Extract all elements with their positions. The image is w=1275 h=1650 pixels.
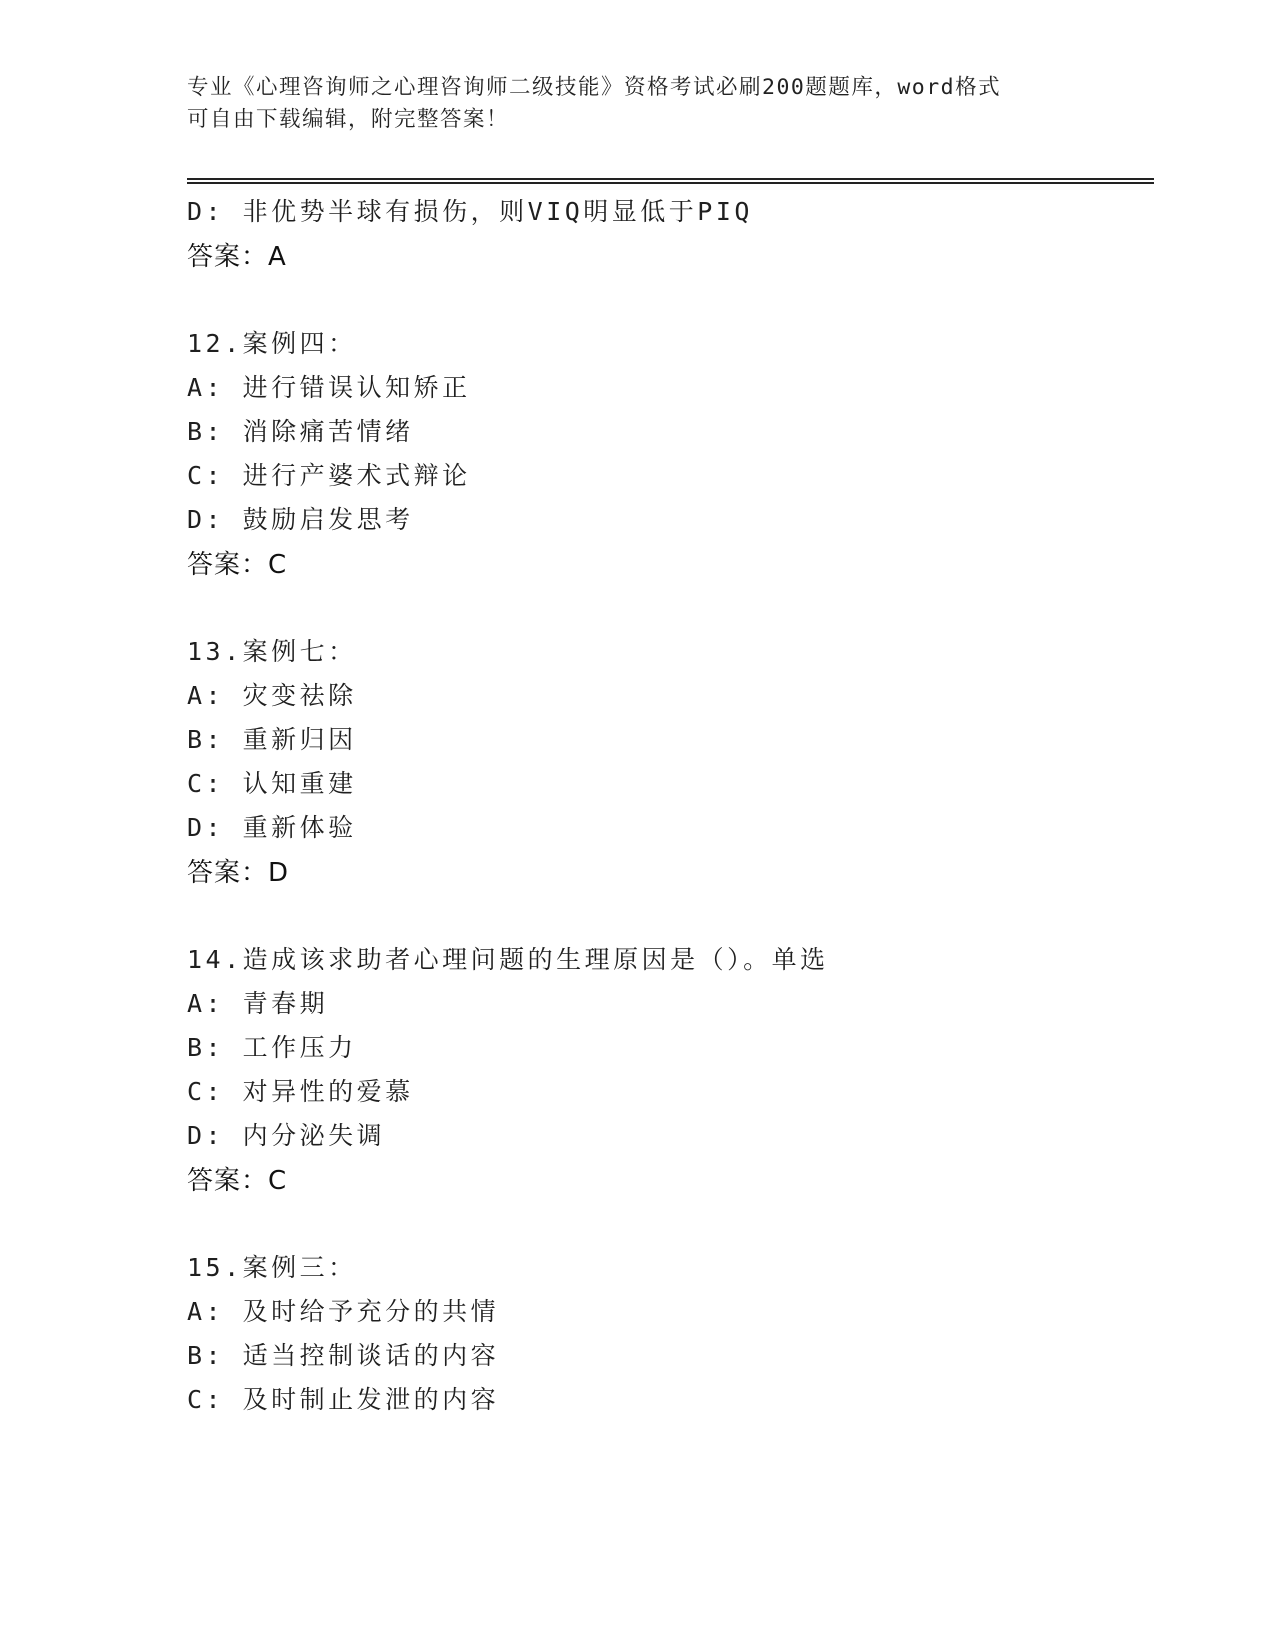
question-12-option-a: A: 进行错误认知矫正 — [187, 373, 471, 402]
question-13-option-d: D: 重新体验 — [187, 813, 357, 842]
question-14-option-a: A: 青春期 — [187, 989, 329, 1018]
question-13-option-c: C: 认知重建 — [187, 769, 357, 798]
question-12-stem: 12.案例四： — [187, 329, 357, 358]
question-15-option-a: A: 及时给予充分的共情 — [187, 1297, 500, 1326]
previous-option-d: D: 非优势半球有损伤，则VIQ明显低于PIQ — [187, 197, 753, 226]
question-14-option-c: C: 对异性的爱慕 — [187, 1077, 414, 1106]
question-14-answer: 答案：C — [187, 1166, 288, 1196]
question-15-option-b: B: 适当控制谈话的内容 — [187, 1341, 500, 1370]
question-13-answer: 答案：D — [187, 858, 290, 888]
header-rule-bottom — [187, 182, 1154, 184]
question-15-stem: 15.案例三： — [187, 1253, 357, 1282]
question-13-stem: 13.案例七： — [187, 637, 357, 666]
question-12-option-c: C: 进行产婆术式辩论 — [187, 461, 471, 490]
document-header — [187, 72, 1067, 136]
question-13-option-b: B: 重新归因 — [187, 725, 357, 754]
header-line-2: 可自由下载编辑，附完整答案！ — [187, 107, 510, 132]
question-14-option-b: B: 工作压力 — [187, 1033, 357, 1062]
question-12-option-d: D: 鼓励启发思考 — [187, 505, 414, 534]
header-line-1: 专业《心理咨询师之心理咨询师二级技能》资格考试必刷200题题库，word格式 — [187, 75, 1002, 100]
question-14-option-d: D: 内分泌失调 — [187, 1121, 386, 1150]
previous-answer: 答案：A — [187, 242, 287, 272]
header-rule-top — [187, 178, 1154, 180]
question-15-option-c: C: 及时制止发泄的内容 — [187, 1385, 500, 1414]
question-14-stem: 14.造成该求助者心理问题的生理原因是（）。单选 — [187, 945, 829, 974]
question-13-option-a: A: 灾变祛除 — [187, 681, 357, 710]
question-12-option-b: B: 消除痛苦情绪 — [187, 417, 414, 446]
question-12-answer: 答案：C — [187, 550, 288, 580]
